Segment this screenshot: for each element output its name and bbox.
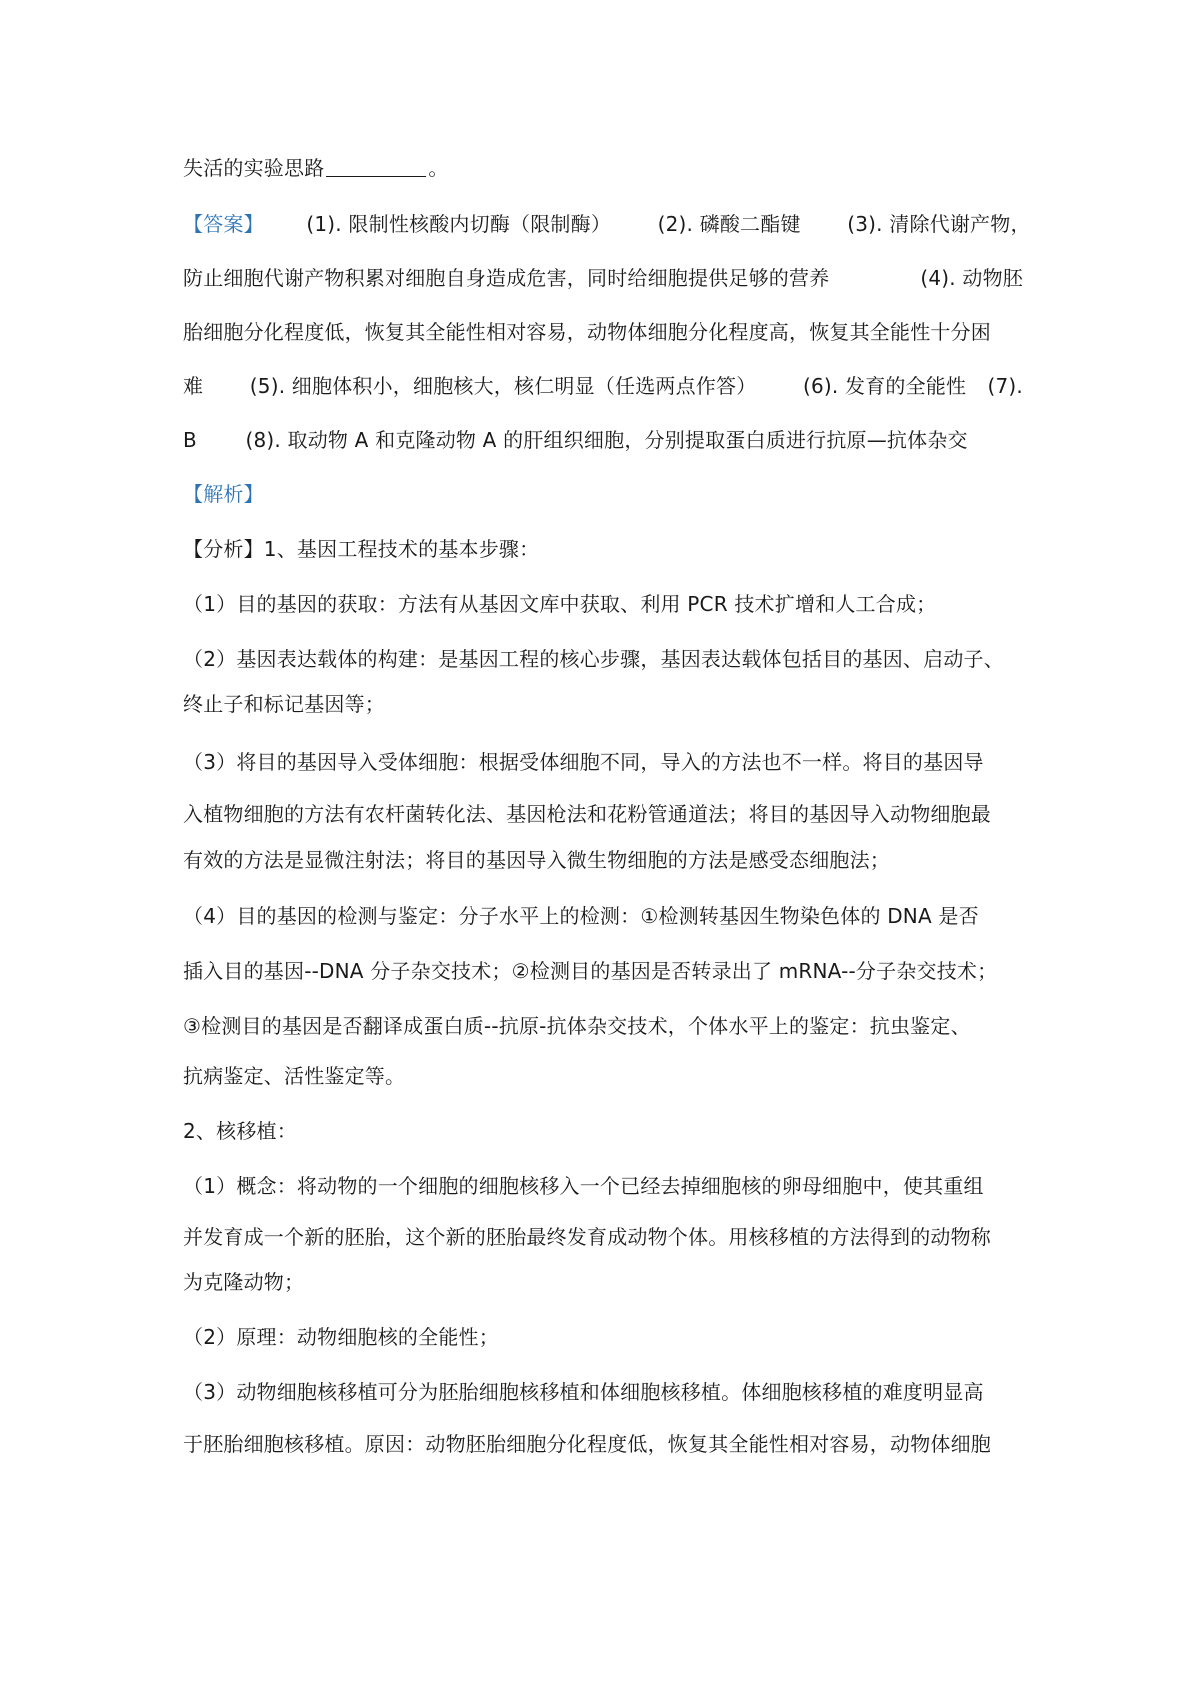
- answer-line-2: [183, 264, 1023, 292]
- question-text: 失活的实验思路: [183, 156, 325, 180]
- paragraph-line: 插入目的基因--DNA 分子杂交技术；②检测目的基因是否转录出了 mRNA--分子杂交技术；: [183, 959, 998, 983]
- paragraph-line: （3）动物细胞核移植可分为胚胎细胞核移植和体细胞核移植。体细胞核移植的难度明显高: [183, 1380, 984, 1404]
- answer-8: (8). 取动物 A 和克隆动物 A 的肝组织细胞，分别提取蛋白质进行抗原—抗体杂交: [245, 428, 968, 452]
- paragraph-line: （3）将目的基因导入受体细胞：根据受体细胞不同，导入的方法也不一样。将目的基因导: [183, 750, 984, 774]
- answer-3-continued: 防止细胞代谢产物积累对细胞自身造成危害，同时给细胞提供足够的营养: [183, 266, 830, 290]
- question-tail: [183, 154, 1023, 182]
- answer-line-4: [183, 372, 1023, 400]
- question-period: 。: [428, 156, 449, 180]
- answer-7-continued: B: [183, 428, 197, 452]
- paragraph-line: （2）基因表达载体的构建：是基因工程的核心步骤，基因表达载体包括目的基因、启动子、: [183, 647, 1004, 671]
- paragraph-line: 为克隆动物；: [183, 1270, 305, 1294]
- answer-1: (1). 限制性核酸内切酶（限制酶）: [306, 212, 612, 236]
- paragraph-line: ③检测目的基因是否翻译成蛋白质--抗原-抗体杂交技术，个体水平上的鉴定：抗虫鉴定、: [183, 1014, 971, 1038]
- paragraph-line: 终止子和标记基因等；: [183, 692, 385, 716]
- answer-3: (3). 清除代谢产物，: [847, 212, 1031, 236]
- paragraph-line: 于胚胎细胞核移植。原因：动物胚胎细胞分化程度低，恢复其全能性相对容易，动物体细胞: [183, 1432, 991, 1456]
- answer-6: (6). 发育的全能性: [802, 374, 967, 398]
- paragraph-line: 入植物细胞的方法有农杆菌转化法、基因枪法和花粉管通道法；将目的基因导入动物细胞最: [183, 802, 991, 826]
- paragraph-line: 有效的方法是显微注射法；将目的基因导入微生物细胞的方法是感受态细胞法；: [183, 848, 890, 872]
- answer-line-1: [183, 210, 1031, 238]
- answer-2: (2). 磷酸二酯键: [657, 212, 801, 236]
- paragraph-line: （4）目的基因的检测与鉴定：分子水平上的检测：①检测转基因生物染色体的 DNA 是否: [183, 904, 979, 928]
- paragraph-line: 并发育成一个新的胚胎，这个新的胚胎最终发育成动物个体。用核移植的方法得到的动物称: [183, 1225, 991, 1249]
- answer-4-continued-1: 胎细胞分化程度低，恢复其全能性相对容易，动物体细胞分化程度高，恢复其全能性十分困: [183, 320, 991, 344]
- paragraph-line: 【分析】1、基因工程技术的基本步骤：: [183, 537, 540, 561]
- paragraph-line: 2、核移植：: [183, 1119, 297, 1143]
- answer-7: (7).: [987, 374, 1023, 398]
- answer-4: (4). 动物胚: [920, 266, 1023, 290]
- analysis-label: 【解析】: [183, 482, 264, 506]
- answer-label: 【答案】: [183, 212, 264, 236]
- answer-4-continued-2: 难: [183, 374, 204, 398]
- answer-line-3: [183, 318, 1023, 346]
- paragraph-line: （1）概念：将动物的一个细胞的细胞核移入一个已经去掉细胞核的卵母细胞中，使其重组: [183, 1174, 984, 1198]
- paragraph-line: （2）原理：动物细胞核的全能性；: [183, 1325, 499, 1349]
- paragraph-line: （1）目的基因的获取：方法有从基因文库中获取、利用 PCR 技术扩增和人工合成；: [183, 592, 937, 616]
- answer-5: (5). 细胞体积小，细胞核大，核仁明显（任选两点作答）: [249, 374, 757, 398]
- answer-blank: [326, 156, 426, 177]
- answer-line-5: [183, 426, 1023, 454]
- paragraph-line: 抗病鉴定、活性鉴定等。: [183, 1064, 406, 1088]
